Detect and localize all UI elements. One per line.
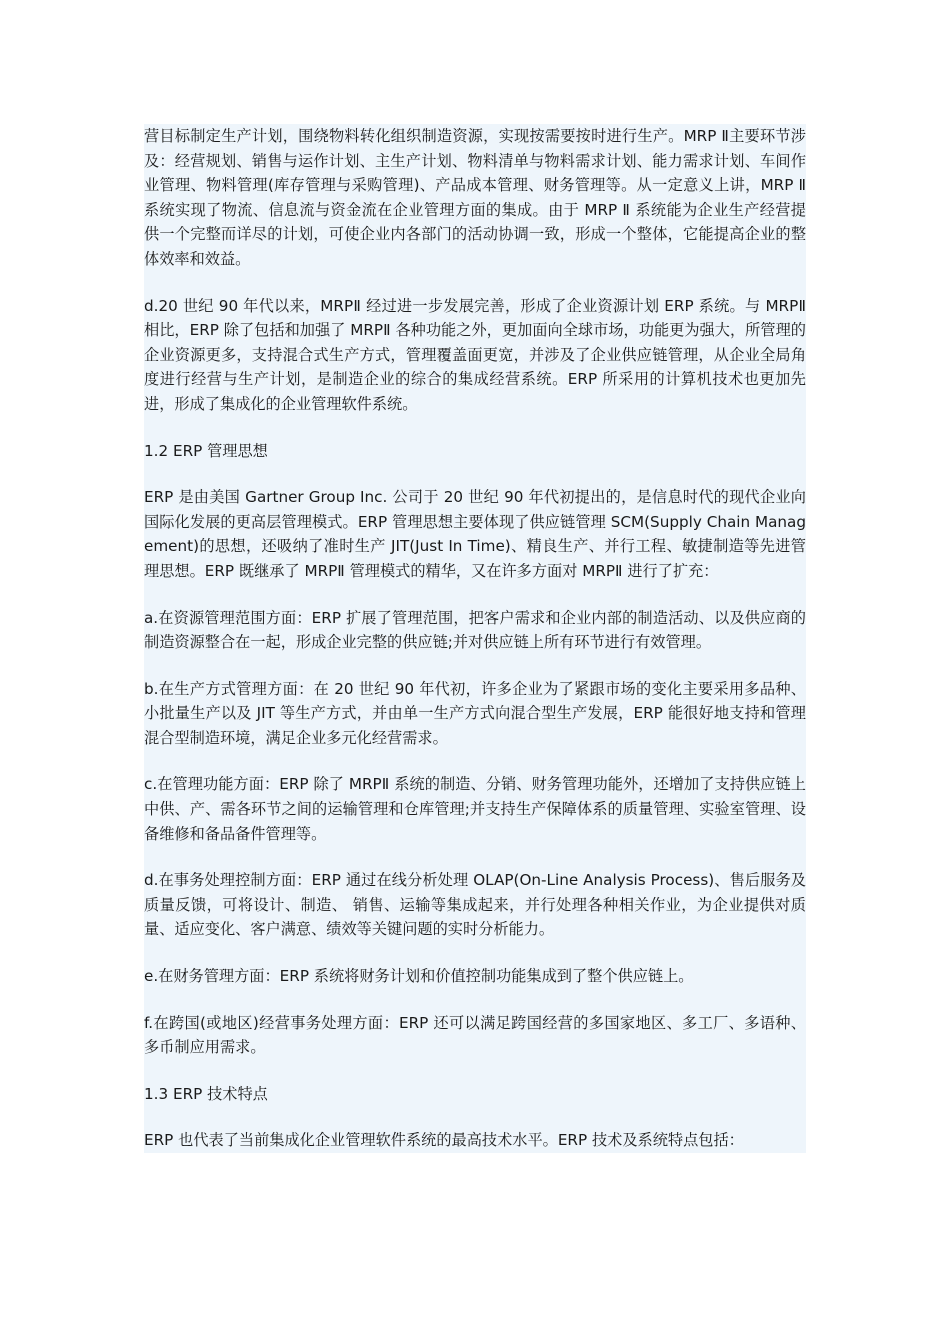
paragraph-multinational: f.在跨国(或地区)经营事务处理方面：ERP 还可以满足跨国经营的多国家地区、多工厂、多语种、多币制应用需求。 (144, 1013, 806, 1057)
section-heading-erp-management-thought: 1.2 ERP 管理思想 (144, 441, 268, 460)
paragraph-resource-management: a.在资源管理范围方面：ERP 扩展了管理范围，把客户需求和企业内部的制造活动、以及供应商的制造资源整合在一起，形成企业完整的供应链;并对供应链上所有环节进行有效管理。 (144, 608, 806, 652)
document-body (144, 124, 806, 1153)
paragraph-financial-management: e.在财务管理方面：ERP 系统将财务计划和价值控制功能集成到了整个供应链上。 (144, 967, 694, 986)
paragraph-production-mode: b.在生产方式管理方面：在 20 世纪 90 年代初，许多企业为了紧跟市场的变化主要采用多品种、小批量生产以及 JIT 等生产方式，并由单一生产方式向混合型生产发展，ERP 能很好地支持和管理混合型制造环境，满足企业多元化经营需求。 (144, 679, 806, 747)
paragraph-erp-tech-level: ERP 也代表了当前集成化企业管理软件系统的最高技术水平。ERP 技术及系统特点包括： (144, 1131, 744, 1150)
section-heading-erp-tech-features: 1.3 ERP 技术特点 (144, 1084, 268, 1103)
paragraph-erp-origin: ERP 是由美国 Gartner Group Inc. 公司于 20 世纪 90 年代初提出的，是信息时代的现代企业向国际化发展的更高层管理模式。ERP 管理思想主要体现了供应链管理 SCM(Supply Chain Management)的思想，还吸纳了准时生产 JIT(Just In Time)、精良生产、并行工程、敏捷制造等先进管理思想。ERP 既继承了 MRPⅡ 管理模式的精华，又在许多方面对 MRPⅡ 进行了扩充： (144, 488, 806, 580)
paragraph-management-functions: c.在管理功能方面：ERP 除了 MRPⅡ 系统的制造、分销、财务管理功能外，还增加了支持供应链上中供、产、需各环节之间的运输管理和仓库管理;并支持生产保障体系的质量管理、实验室管理、设备维修和备品备件管理等。 (144, 775, 806, 843)
paragraph-mrp2-overview: 营目标制定生产计划，围绕物料转化组织制造资源，实现按需要按时进行生产。MRP Ⅱ主要环节涉及：经营规划、销售与运作计划、主生产计划、物料清单与物料需求计划、能力需求计划、车间作业管理、物料管理(库存管理与采购管理)、产品成本管理、财务管理等。从一定意义上讲，MRP Ⅱ 系统实现了物流、信息流与资金流在企业管理方面的集成。由于 MRP Ⅱ 系统能为企业生产经营提供一个完整而详尽的计划，可使企业内各部门的活动协调一致，形成一个整体，它能提高企业的整体效率和效益。 (144, 127, 806, 268)
paragraph-transaction-control: d.在事务处理控制方面：ERP 通过在线分析处理 OLAP(On-Line Analysis Process)、售后服务及质量反馈，可将设计、制造、 销售、运输等集成起来，并行处理各种相关作业，为企业提供对质量、适应变化、客户满意、绩效等关键问题的实时分析能力。 (144, 871, 806, 939)
paragraph-erp-evolution: d.20 世纪 90 年代以来，MRPⅡ 经过进一步发展完善，形成了企业资源计划 ERP 系统。与 MRPⅡ 相比，ERP 除了包括和加强了 MRPⅡ 各种功能之外，更加面向全球市场，功能更为强大，所管理的企业资源更多，支持混合式生产方式，管理覆盖面更宽，并涉及了企业供应链管理，从企业全局角度进行经营与生产计划，是制造企业的综合的集成经营系统。ERP 所采用的计算机技术也更加先进，形成了集成化的企业管理软件系统。 (144, 296, 806, 413)
